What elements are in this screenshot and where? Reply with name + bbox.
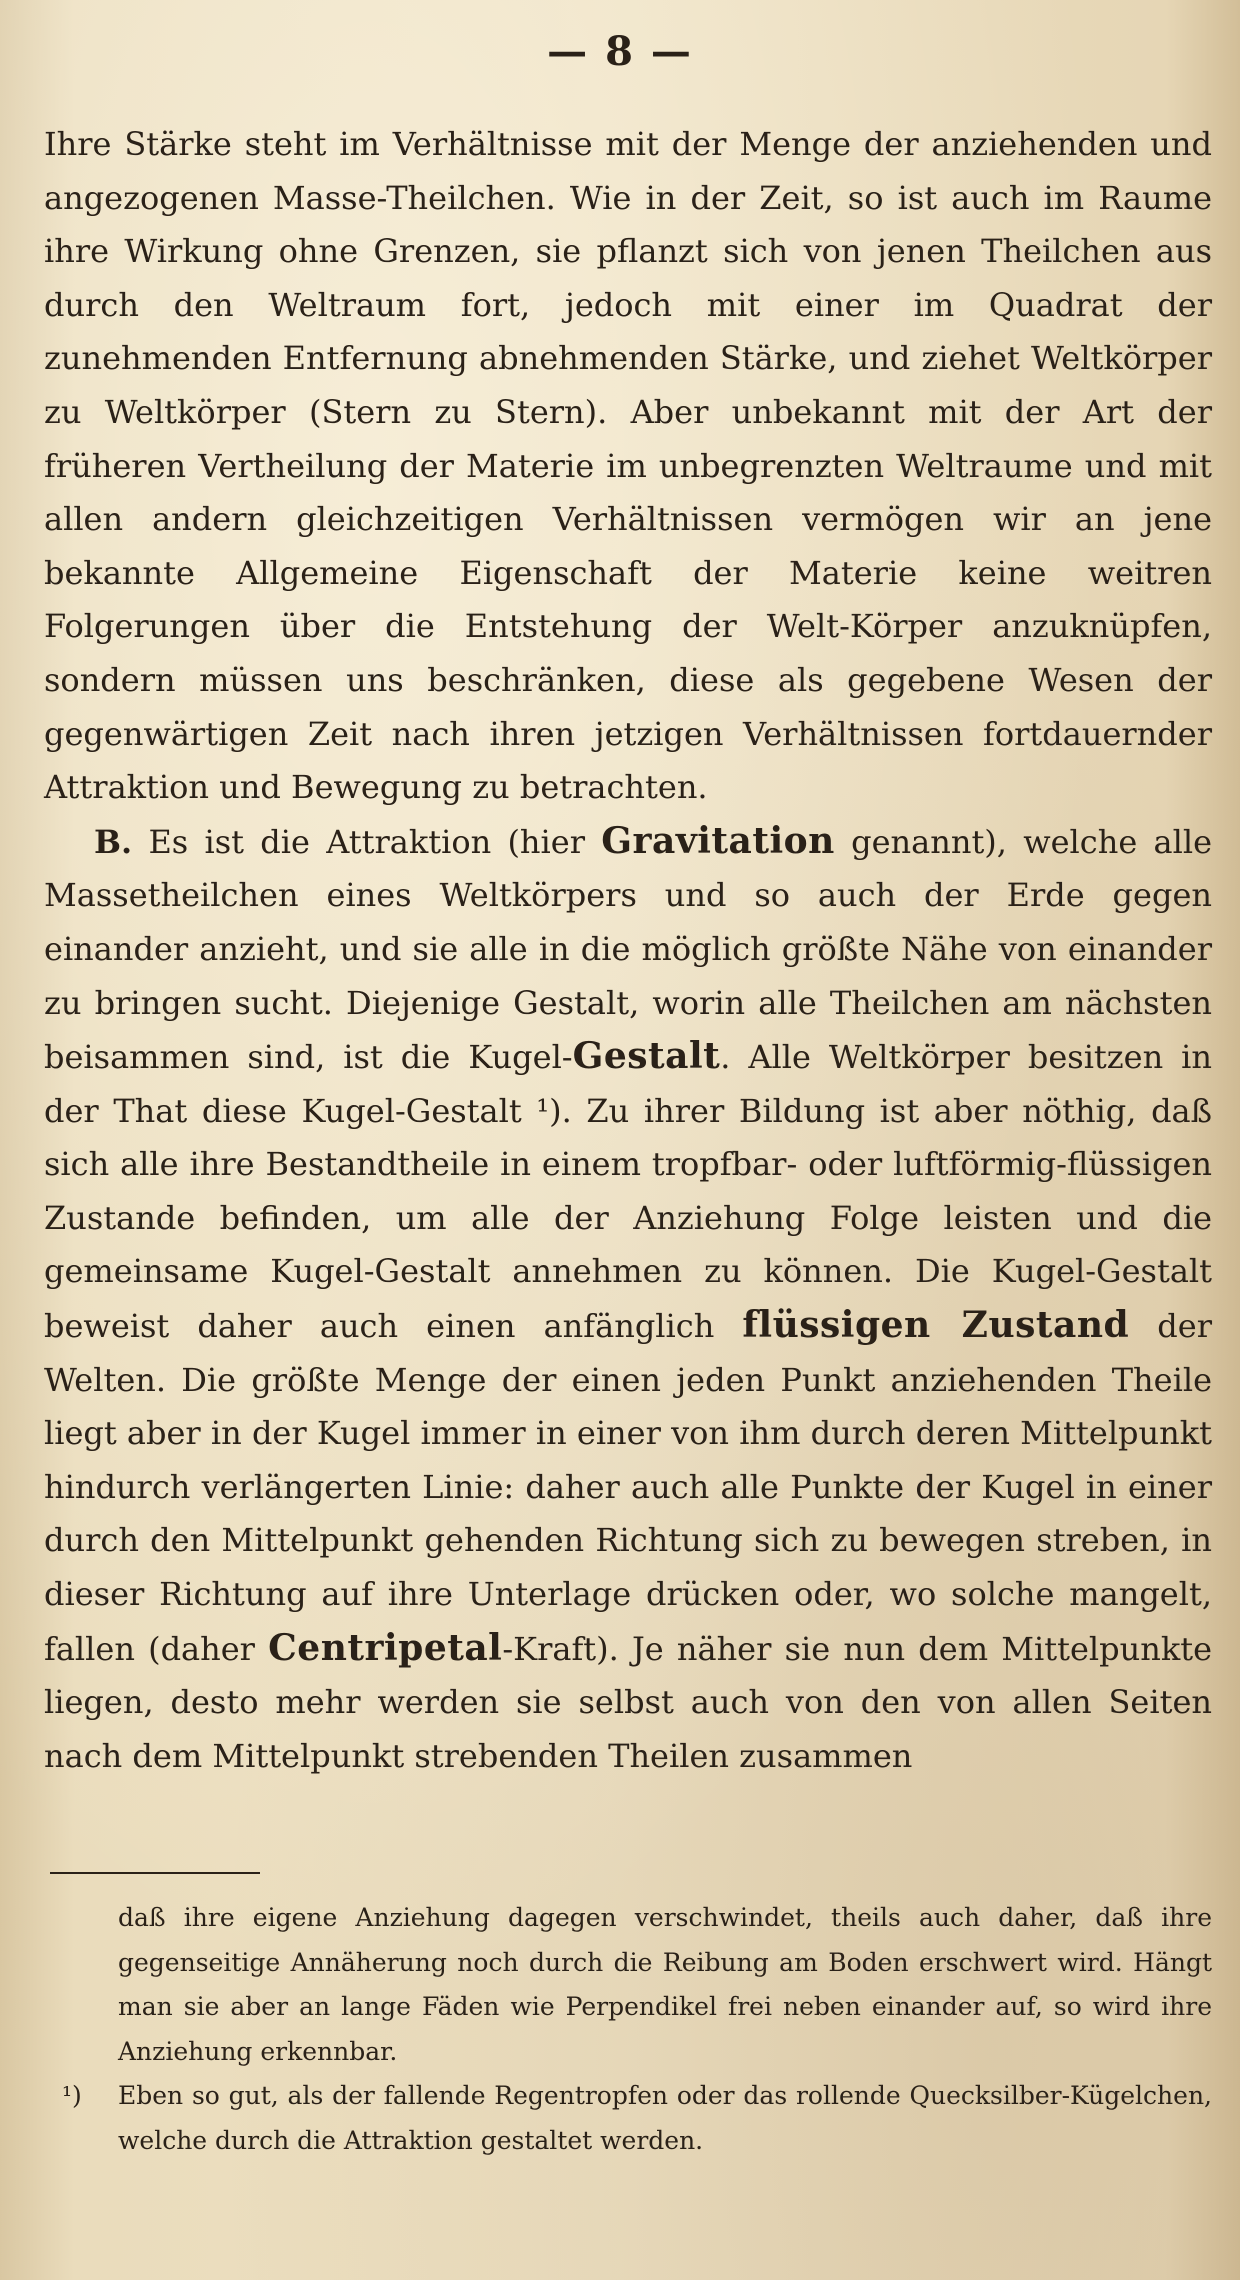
footnote-mark: ¹)	[62, 2081, 82, 2110]
text-segment: Es ist die Attraktion (hier	[132, 822, 602, 861]
page-number: — 8 —	[547, 28, 693, 75]
text-segment: -Kraft). Je näher sie nun dem Mittelpunkte liegen, desto mehr werden sie selbst auch von den von allen Seiten nach dem Mittelpunkt strebenden Theilen zusammen	[44, 1629, 1213, 1775]
footnote-text: Eben so gut, als der fallende Regentropfen oder das rollende Quecksilber-Kügelchen, welche durch die Attraktion gestaltet werden.	[118, 2081, 1212, 2155]
footnote-divider	[50, 1872, 260, 1874]
text-segment: Ihre Stärke steht im Verhältnisse mit der Menge der anziehenden und angezogenen Masse-Theilchen. Wie in der Zeit, so ist auch im Raume ihre Wirkung ohne Grenzen, sie pflanzt sich von jenen Theilchen aus durch den Weltraum fort, jedoch mit einer im Quadrat der zunehmenden Entfernung abnehmenden Stärke, und ziehet Weltkörper zu Weltkörper (Stern zu Stern). Aber unbekannt mit der Art der früheren Vertheilung der Materie im unbegrenzten Weltraume und mit allen andern gleichzeitigen Verhältnissen vermögen wir an jene bekannte Allgemeine Eigenschaft der Materie keine weitren Folgerungen über die Entstehung der Welt-Körper anzuknüpfen, sondern müssen uns beschränken, diese als gegebene Wesen der gegenwärtigen Zeit nach ihren jetzigen Verhältnissen fortdauernder Attraktion und Bewegung zu betrachten.	[44, 125, 1212, 807]
section-marker: B.	[94, 822, 133, 861]
text-segment: der Welten. Die größte Menge der einen jeden Punkt anziehenden Theile liegt aber in der Kugel immer in einer von ihm durch deren Mittelpunkt hindurch verlängerten Linie: daher auch alle Punkte der Kugel in einer durch den Mittelpunkt gehenden Richtung sich zu bewegen streben, in dieser Richtung auf ihre Unterlage drücken oder, wo solche mangelt, fallen (daher	[44, 1307, 1213, 1668]
emphasized-term: Centripetal	[268, 1626, 503, 1669]
text-segment: . Alle Weltkörper besitzen in der That diese Kugel-Gestalt ¹). Zu ihrer Bildung ist aber nöthig, daß sich alle ihre Bestandtheile in einem tropfbar- oder luftförmig-flüssigen Zustande befinden, um alle der Anziehung Folge leisten und die gemeinsame Kugel-Gestalt annehmen zu können. Die Kugel-Gestalt beweist daher auch einen anfänglich	[44, 1038, 1212, 1346]
main-text	[44, 118, 1212, 1783]
text-segment: genannt), welche alle Massetheilchen eines Weltkörpers und so auch der Erde gegen einander anzieht, und sie alle in die möglich größte Nähe von einander zu bringen sucht. Diejenige Gestalt, worin alle Theilchen am nächsten beisammen sind, ist die Kugel-	[44, 822, 1213, 1077]
paragraph	[44, 118, 1212, 815]
footnote-continuation: daß ihre eigene Anziehung dagegen verschwindet, theils auch daher, daß ihre gegenseitige Annäherung noch durch die Reibung am Boden erschwert wird. Hängt man sie aber an lange Fäden wie Perpendikel frei neben einander auf, so wird ihre Anziehung erkennbar.	[118, 1903, 1212, 2066]
emphasized-term: Gestalt	[572, 1035, 721, 1078]
footnotes	[62, 1896, 1212, 2163]
emphasized-term: Gravitation	[601, 819, 835, 862]
emphasized-term: flüssigen Zustand	[742, 1304, 1130, 1347]
paragraph-section-b	[44, 815, 1212, 1784]
footnote	[62, 2074, 1212, 2163]
